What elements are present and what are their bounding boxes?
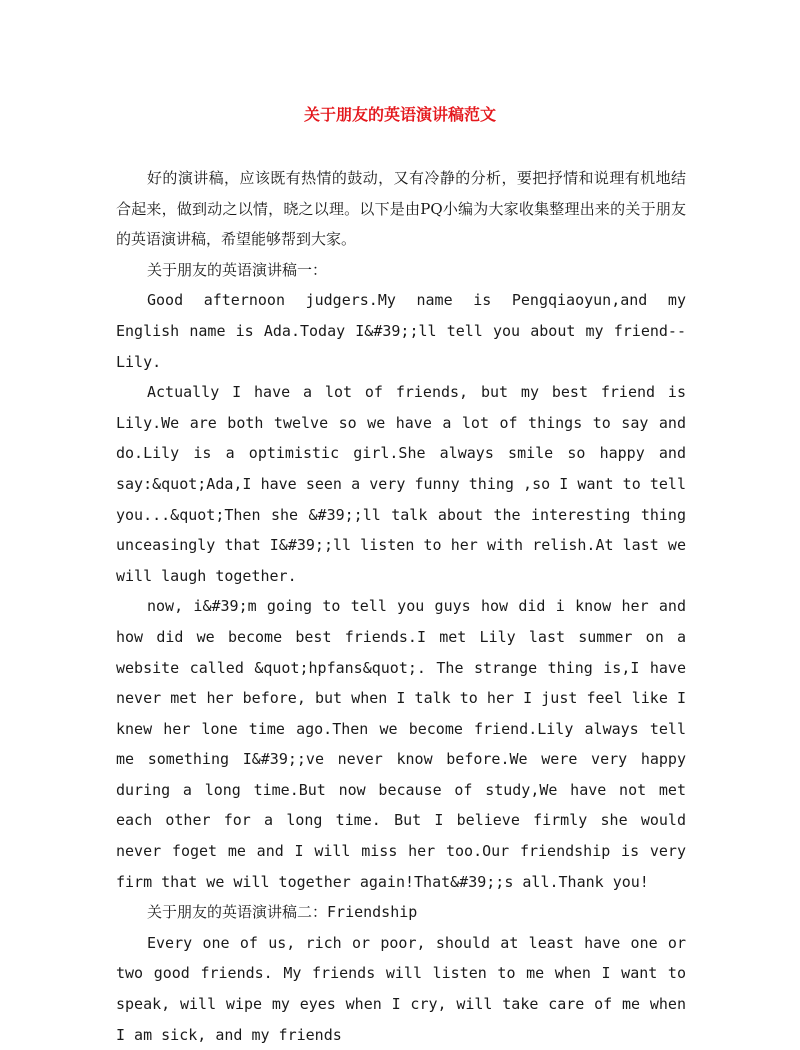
speech-one-paragraph-2: Actually I have a lot of friends, but my best friend is Lily.We are both twelve so we have a lot of things to say and do.Lily is a optimistic girl.She always smile so happy and say:&quot;Ada,I have seen a very funny thing ,so I want to tell you...&quot;Then she &#39;;ll talk about the interesting thing unceasingly that I&#39;;ll listen to her with relish.At last we will laugh together. (116, 383, 686, 585)
speech-one-paragraph-3: now, i&#39;m going to tell you guys how did i know her and how did we become best friends.I met Lily last summer on a website called &quot;hpfans&quot;. The strange thing is,I have never met her before, but when I talk to her I just feel like I knew her lone time ago.Then we become friend.Lily always tell me something I&#39;;ve never know before.We were very happy during a long time.But now because of study,We have not met each other for a long time. But I believe firmly she would never foget me and I will miss her too.Our friendship is very firm that we will together again!That&#39;;s all.Thank you! (116, 597, 686, 891)
intro-paragraph: 好的演讲稿，应该既有热情的鼓动，又有冷静的分析，要把抒情和说理有机地结合起来，做到动之以情，晓之以理。以下是由PQ小编为大家收集整理出来的关于朋友的英语演讲稿，希望能够帮到大家。 (116, 169, 686, 249)
document-body (116, 163, 686, 1050)
section-heading-two: 关于朋友的英语演讲稿二：Friendship (147, 903, 418, 922)
section-heading-one: 关于朋友的英语演讲稿一： (147, 260, 328, 279)
speech-two-paragraph-1: Every one of us, rich or poor, should at least have one or two good friends. My friends will listen to me when I want to speak, will wipe my eyes when I cry, will take care of me when I am sick, and my friends (116, 933, 686, 1044)
document-title: 关于朋友的英语演讲稿范文 (303, 105, 496, 124)
speech-one-paragraph-1: Good afternoon judgers.My name is Pengqiaoyun,and my English name is Ada.Today I&#39;;ll tell you about my friend--Lily. (116, 291, 686, 371)
